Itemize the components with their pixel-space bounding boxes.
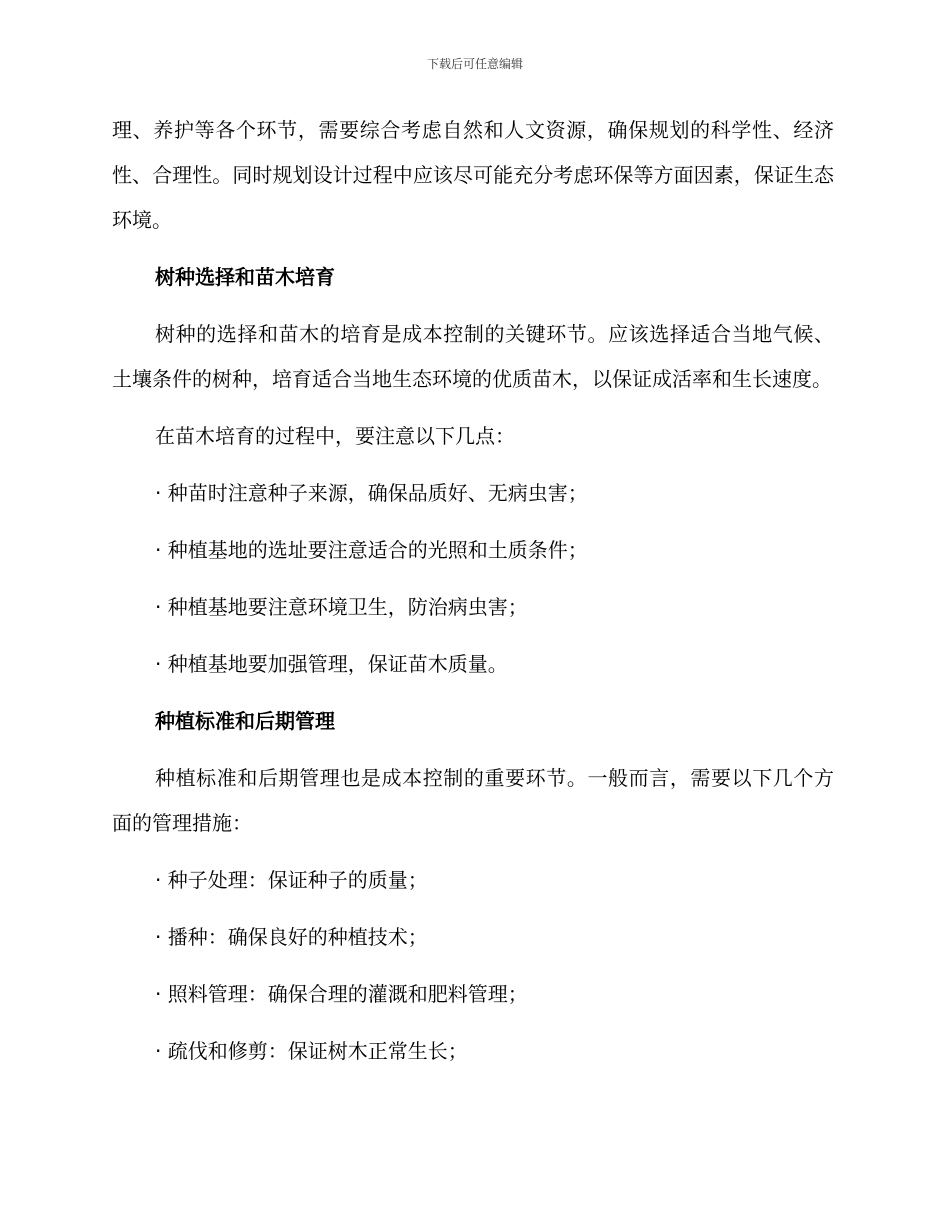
list-item: · 播种：确保良好的种植技术； xyxy=(155,925,428,949)
heading-tree-selection: 树种选择和苗木培育 xyxy=(155,265,335,289)
paragraph-tree-selection: 树种的选择和苗木的培育是成本控制的关键环节。应该选择适合当地气候、土壤条件的树种，培育适合当地生态环境的优质苗木，以保证成活率和生长速度。 xyxy=(112,322,834,391)
list-item: · 种子处理：保证种子的质量； xyxy=(155,868,428,892)
list-item: · 疏伐和修剪：保证树木正常生长； xyxy=(155,1039,468,1063)
paragraph-planting-standards: 种植标准和后期管理也是成本控制的重要环节。一般而言，需要以下几个方面的管理措施： xyxy=(112,766,834,835)
list-item: · 种苗时注意种子来源，确保品质好、无病虫害； xyxy=(155,481,588,505)
paragraph-nursery-intro: 在苗木培育的过程中，要注意以下几点： xyxy=(155,424,515,448)
list-item: · 种植基地要注意环境卫生，防治病虫害； xyxy=(155,595,528,619)
list-item: · 种植基地要加强管理，保证苗木质量。 xyxy=(155,652,508,676)
page-header: 下载后可任意编辑 xyxy=(426,57,523,71)
paragraph-planning: 理、养护等各个环节，需要综合考虑自然和人文资源，确保规划的科学性、经济性、合理性。同时规划设计过程中应该尽可能充分考虑环保等方面因素，保证生态环境。 xyxy=(112,118,834,232)
document-body xyxy=(112,108,834,1086)
heading-planting-standards: 种植标准和后期管理 xyxy=(155,709,335,733)
list-item: · 种植基地的选址要注意适合的光照和土质条件； xyxy=(155,538,588,562)
list-item: · 照料管理：确保合理的灌溉和肥料管理； xyxy=(155,982,528,1006)
